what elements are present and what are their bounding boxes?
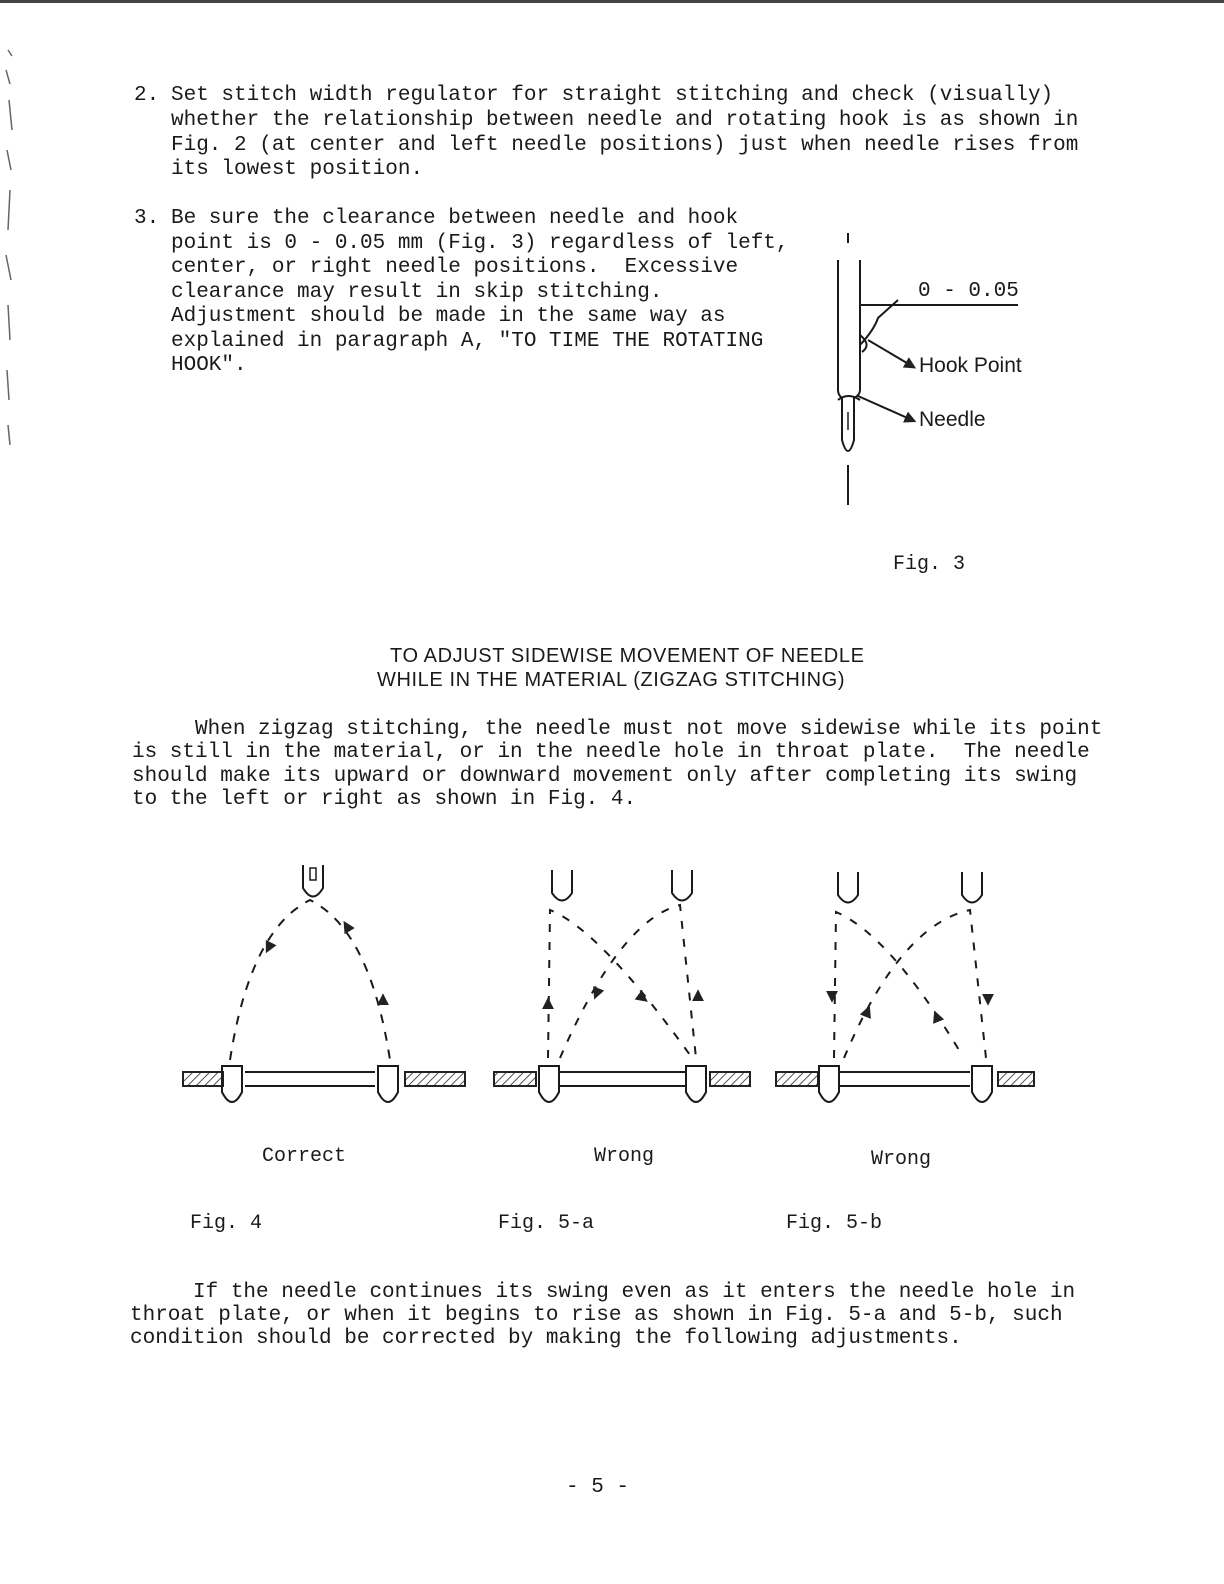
fig5a-plate-right xyxy=(710,1072,750,1086)
fig5a-diagram xyxy=(494,870,750,1102)
fig3-clearance-label: 0 - 0.05 xyxy=(918,280,1019,303)
fig5b-caption: Fig. 5-b xyxy=(786,1212,883,1235)
section-heading-line-1: TO ADJUST SIDEWISE MOVEMENT OF NEEDLE xyxy=(390,645,865,667)
item-2-number: 2. xyxy=(134,84,160,107)
closing-line-2: throat plate, or when it begins to rise as shown in Fig. 5-a and 5-b, such xyxy=(130,1304,1063,1327)
item-2-line-3: Fig. 2 (at center and left needle positions) just when needle rises from xyxy=(171,134,1079,157)
fig5a-needle-right xyxy=(686,1066,706,1102)
section-heading-line-2: WHILE IN THE MATERIAL (ZIGZAG STITCHING) xyxy=(377,669,846,691)
fig3-hook-leader xyxy=(868,340,912,366)
fig5a-label: Wrong xyxy=(594,1145,655,1168)
fig3-hook-blade xyxy=(860,300,898,345)
fig4-caption: Fig. 4 xyxy=(190,1212,263,1235)
fig5b-needle-left xyxy=(819,1066,839,1102)
fig4-label: Correct xyxy=(262,1145,347,1168)
section-paragraph-line-2: is still in the material, or in the needle hole in throat plate. The needle xyxy=(132,741,1090,764)
fig5b-needle-right xyxy=(972,1066,992,1102)
fig5b-plate-right xyxy=(998,1072,1034,1086)
fig3-hook-point-label: Hook Point xyxy=(919,354,1022,377)
item-3-line-6: explained in paragraph A, "TO TIME THE ROTATING xyxy=(171,330,764,353)
item-2-line-4: its lowest position. xyxy=(171,158,424,181)
fig4-diagram xyxy=(183,865,465,1102)
fig4-plate-right xyxy=(405,1072,465,1086)
section-paragraph-line-3: should make its upward or downward movement only after completing its swing xyxy=(132,765,1078,788)
item-3-number: 3. xyxy=(134,207,160,230)
fig4-plate-left xyxy=(183,1072,223,1086)
fig5a-needle-top-right xyxy=(672,870,692,901)
fig4-path xyxy=(230,900,390,1060)
fig3-needle-outline xyxy=(838,260,860,451)
item-3-line-2: point is 0 - 0.05 mm (Fig. 3) regardless of left, xyxy=(171,232,789,255)
item-3-line-3: center, or right needle positions. Excessive xyxy=(171,256,739,279)
item-2-line-1: Set stitch width regulator for straight stitching and check (visually) xyxy=(171,84,1054,107)
fig5b-needle-top-left xyxy=(838,872,858,903)
fig5b-needle-top-right xyxy=(962,872,982,903)
fig5a-plate-left xyxy=(494,1072,536,1086)
fig5b-plate-left xyxy=(776,1072,818,1086)
page-number: - 5 - xyxy=(566,1476,630,1499)
section-paragraph-line-4: to the left or right as shown in Fig. 4. xyxy=(132,788,637,811)
fig3-diagram xyxy=(838,233,1018,505)
fig5a-needle-top-left xyxy=(552,870,572,901)
item-3-line-7: HOOK". xyxy=(171,354,247,377)
fig3-caption: Fig. 3 xyxy=(893,553,966,576)
fig5a-caption: Fig. 5-a xyxy=(498,1212,595,1235)
fig5a-needle-left xyxy=(539,1066,559,1102)
closing-line-1: If the needle continues its swing even as it enters the needle hole in xyxy=(130,1281,1076,1304)
section-paragraph-line-1: When zigzag stitching, the needle must not move sidewise while its point xyxy=(132,718,1103,741)
fig4-needle-right xyxy=(378,1066,398,1102)
item-2-line-2: whether the relationship between needle and rotating hook is as shown in xyxy=(171,109,1079,132)
item-3-line-4: clearance may result in skip stitching. xyxy=(171,281,663,304)
closing-line-3: condition should be corrected by making the following adjustments. xyxy=(130,1327,962,1350)
fig3-needle-label: Needle xyxy=(919,408,986,431)
fig3-needle-leader xyxy=(858,396,912,420)
fig5b-label: Wrong xyxy=(871,1148,932,1171)
item-3-line-1: Be sure the clearance between needle and hook xyxy=(171,207,739,230)
fig4-needle-left xyxy=(222,1066,242,1102)
item-3-line-5: Adjustment should be made in the same way as xyxy=(171,305,726,328)
fig5b-diagram xyxy=(776,872,1034,1102)
